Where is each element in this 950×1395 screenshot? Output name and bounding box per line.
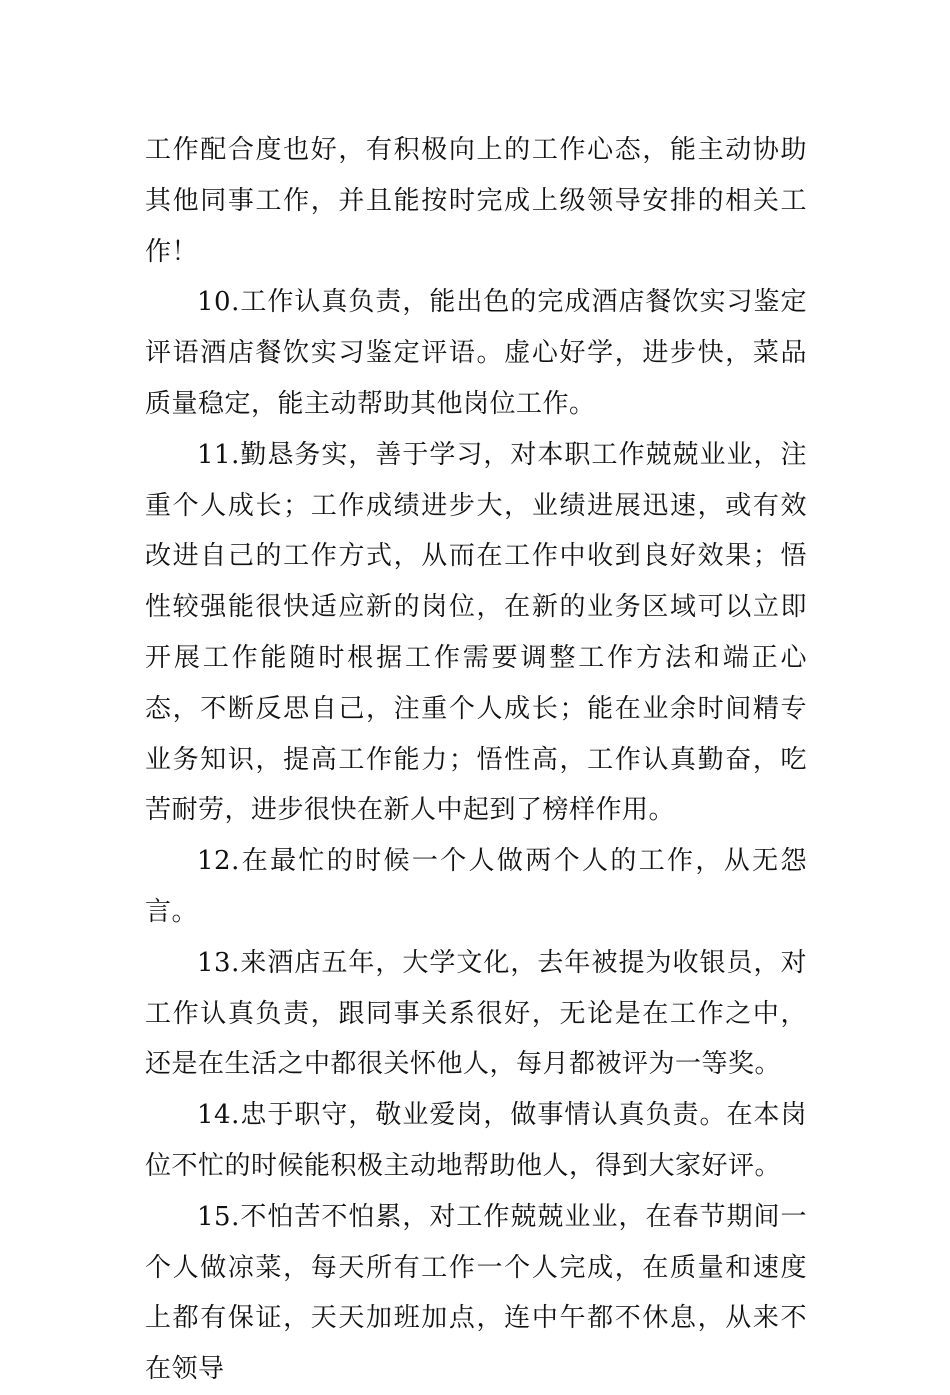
paragraph-item-13: 13.来酒店五年，大学文化，去年被提为收银员，对工作认真负责，跟同事关系很好，无论是在工作之中，还是在生活之中都很关怀他人，每月都被评为一等奖。: [145, 947, 807, 1080]
paragraph-item-11: 11.勤恳务实，善于学习，对本职工作兢兢业业，注重个人成长；工作成绩进步大，业绩进展迅速，或有效改进自己的工作方式，从而在工作中收到良好效果；悟性较强能很快适应新的岗位，在新的业务区域可以立即开展工作能随时根据工作需要调整工作方法和端正心态，不断反思自己，注重个人成长；能在业余时间精专业务知识，提高工作能力；悟性高，工作认真勤奋，吃苦耐劳，进步很快在新人中起到了榜样作用。: [145, 439, 807, 826]
paragraph-item-14: 14.忠于职守，敬业爱岗，做事情认真负责。在本岗位不忙的时候能积极主动地帮助他人，得到大家好评。: [145, 1100, 807, 1181]
paragraph-item-10: 10.工作认真负责，能出色的完成酒店餐饮实习鉴定评语酒店餐饮实习鉴定评语。虚心好学，进步快，菜品质量稳定，能主动帮助其他岗位工作。: [145, 287, 807, 419]
paragraph-item-15: 15.不怕苦不怕累，对工作兢兢业业，在春节期间一个人做凉菜，每天所有工作一个人完成，在质量和速度上都有保证，天天加班加点，连中午都不休息，从来不在领导: [145, 1201, 807, 1385]
paragraph-continuation: 工作配合度也好，有积极向上的工作心态，能主动协助其他同事工作，并且能按时完成上级领导安排的相关工作！: [145, 135, 807, 267]
paragraph-item-12: 12.在最忙的时候一个人做两个人的工作，从无怨言。: [145, 846, 807, 927]
document-body: [145, 125, 807, 1395]
